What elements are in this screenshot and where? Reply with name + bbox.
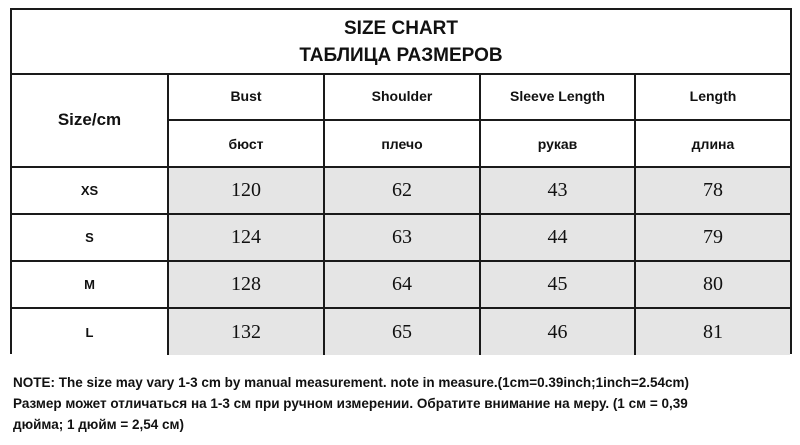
- size-cell: XS: [12, 167, 168, 214]
- bust-value: 124: [168, 214, 324, 261]
- sleeve-value: 45: [480, 261, 635, 308]
- bust-value: 120: [168, 167, 324, 214]
- size-cell: M: [12, 261, 168, 308]
- bust-value: 132: [168, 308, 324, 355]
- title-russian: ТАБЛИЦА РАЗМЕРОВ: [299, 44, 503, 66]
- table-row: [12, 308, 790, 355]
- size-column-header: Size/cm: [12, 73, 168, 167]
- column-header-length: Length: [635, 73, 790, 120]
- shoulder-value: 62: [324, 167, 480, 214]
- size-cell: L: [12, 308, 168, 355]
- note-russian-line-1: Размер может отличаться на 1-3 см при ручном измерении. Обратите внимание на меру. (1 см = 0,39: [13, 396, 688, 411]
- chart-title: [12, 10, 790, 75]
- size-cell: S: [12, 214, 168, 261]
- column-header-bust-ru: бюст: [168, 120, 324, 167]
- title-english: SIZE CHART: [344, 17, 458, 39]
- measurement-note: [13, 372, 793, 435]
- shoulder-value: 65: [324, 308, 480, 355]
- column-header-bust: Bust: [168, 73, 324, 120]
- sleeve-value: 44: [480, 214, 635, 261]
- table-row: [12, 167, 790, 214]
- size-chart: [10, 8, 792, 354]
- column-header-shoulder-ru: плечо: [324, 120, 480, 167]
- note-russian-line-2: дюйма; 1 дюйм = 2,54 см): [13, 417, 185, 432]
- column-header-length-ru: длина: [635, 120, 790, 167]
- bust-value: 128: [168, 261, 324, 308]
- column-header-sleeve-length: Sleeve Length: [480, 73, 635, 120]
- size-table: [12, 73, 790, 355]
- table-row: [12, 261, 790, 308]
- length-value: 78: [635, 167, 790, 214]
- note-english: NOTE: The size may vary 1-3 cm by manual measurement. note in measure.(1cm=0.39inch;1inch=2.54cm): [13, 375, 690, 390]
- sleeve-value: 43: [480, 167, 635, 214]
- column-header-shoulder: Shoulder: [324, 73, 480, 120]
- column-header-sleeve-ru: рукав: [480, 120, 635, 167]
- length-value: 79: [635, 214, 790, 261]
- shoulder-value: 63: [324, 214, 480, 261]
- header-row-english: [12, 73, 790, 120]
- table-row: [12, 214, 790, 261]
- sleeve-value: 46: [480, 308, 635, 355]
- length-value: 80: [635, 261, 790, 308]
- length-value: 81: [635, 308, 790, 355]
- shoulder-value: 64: [324, 261, 480, 308]
